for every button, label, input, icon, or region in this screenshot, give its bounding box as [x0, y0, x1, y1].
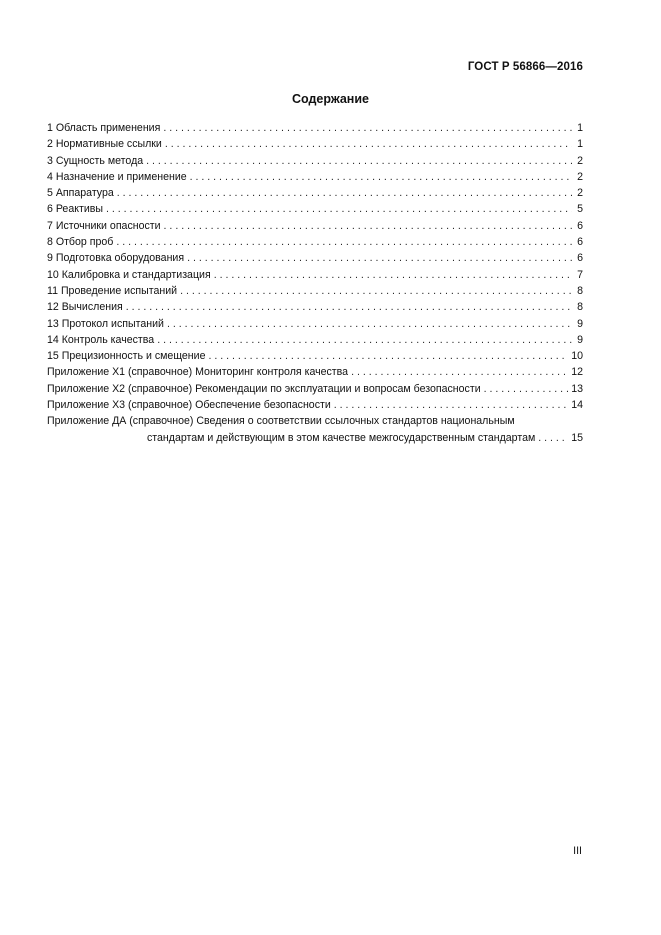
- toc-leader-dots: [208, 348, 568, 364]
- toc-entry[interactable]: [47, 169, 583, 185]
- toc-entry-page: 10: [571, 350, 583, 363]
- toc-entry-label: 7 Источники опасности: [47, 219, 161, 232]
- toc-entry-label: Приложение Х3 (справочное) Обеспечение безопасности: [47, 399, 331, 412]
- toc-entry[interactable]: [47, 364, 583, 380]
- toc-entry[interactable]: [47, 185, 583, 201]
- toc-leader-dots: [351, 364, 568, 380]
- toc-entry-page: 5: [577, 203, 583, 216]
- toc-entry[interactable]: [47, 201, 583, 217]
- toc-leader-dots: [214, 267, 572, 283]
- toc-entry[interactable]: [47, 250, 583, 266]
- toc-entry-page: 6: [577, 219, 583, 232]
- table-of-contents: [47, 120, 583, 446]
- toc-entry-label-line1: Приложение ДА (справочное) Сведения о соответствии ссылочных стандартов национальным: [47, 415, 515, 428]
- toc-leader-dots: [484, 381, 569, 397]
- toc-leader-dots: [117, 185, 572, 201]
- toc-entry-page: 12: [571, 366, 583, 379]
- toc-leader-dots: [165, 136, 572, 152]
- toc-entry-page: 6: [577, 252, 583, 265]
- toc-entry-label: 6 Реактивы: [47, 203, 103, 216]
- toc-leader-dots: [164, 218, 572, 234]
- toc-entry-label: 4 Назначение и применение: [47, 170, 187, 183]
- toc-leader-dots: [126, 299, 572, 315]
- toc-entry[interactable]: [47, 316, 583, 332]
- toc-entry-page: 2: [577, 154, 583, 167]
- toc-leader-dots: [180, 283, 572, 299]
- toc-entry-label-line2: стандартам и действующим в этом качестве межгосударственным стандартам: [147, 431, 536, 444]
- toc-entry[interactable]: [47, 234, 583, 250]
- toc-entry-page: 1: [577, 138, 583, 151]
- toc-entry-label: Приложение Х2 (справочное) Рекомендации по эксплуатации и вопросам безопасности: [47, 382, 481, 395]
- page-number: III: [573, 845, 582, 857]
- toc-entry-page: 14: [571, 399, 583, 412]
- toc-entry-page: 8: [577, 284, 583, 297]
- standard-code: ГОСТ Р 56866—2016: [467, 61, 583, 73]
- toc-entry[interactable]: [47, 283, 583, 299]
- toc-entry-appendix-da[interactable]: [47, 413, 583, 446]
- toc-leader-dots: [116, 234, 572, 250]
- toc-entry-page: 2: [577, 170, 583, 183]
- toc-title: Содержание: [291, 92, 369, 106]
- toc-leader-dots: [190, 169, 572, 185]
- toc-entry-label: Приложение Х1 (справочное) Мониторинг контроля качества: [47, 366, 349, 379]
- toc-entry-page: 6: [577, 236, 583, 249]
- toc-entry[interactable]: [47, 397, 583, 413]
- toc-leader-dots: [167, 316, 572, 332]
- toc-entry-label: 12 Вычисления: [47, 301, 123, 314]
- toc-leader-dots: [334, 397, 568, 413]
- toc-entry[interactable]: [47, 136, 583, 152]
- toc-entry[interactable]: [47, 381, 583, 397]
- toc-entry[interactable]: [47, 218, 583, 234]
- toc-entry-label: 15 Прецизионность и смещение: [47, 350, 206, 363]
- toc-entry-page: 8: [577, 301, 583, 314]
- toc-entry-label: 9 Подготовка оборудования: [47, 252, 185, 265]
- toc-leader-dots: [187, 250, 572, 266]
- toc-entry-page: 9: [577, 317, 583, 330]
- toc-entry-label: 10 Калибровка и стандартизация: [47, 268, 211, 281]
- toc-entry-page: 1: [577, 122, 583, 134]
- toc-entry-label: 3 Сущность метода: [47, 154, 144, 167]
- toc-entry[interactable]: [47, 267, 583, 283]
- toc-leader-dots: [157, 332, 572, 348]
- toc-entry[interactable]: [47, 348, 583, 364]
- toc-entry-page: 9: [577, 333, 583, 346]
- toc-entry[interactable]: [47, 299, 583, 315]
- toc-leader-dots: [146, 153, 572, 169]
- toc-entry-label: 14 Контроль качества: [47, 333, 155, 346]
- toc-entry-page: 2: [577, 187, 583, 200]
- toc-entry-page: 15: [571, 431, 583, 444]
- toc-entry-label: 5 Аппаратура: [47, 187, 114, 200]
- toc-entry-label: 2 Нормативные ссылки: [47, 138, 162, 151]
- toc-entry-label: 11 Проведение испытаний: [47, 284, 178, 297]
- toc-leader-dots: [106, 201, 572, 217]
- toc-entry-page: 7: [577, 268, 583, 281]
- toc-entry[interactable]: [47, 153, 583, 169]
- toc-entry[interactable]: [47, 332, 583, 348]
- toc-leader-dots: [538, 430, 568, 446]
- toc-leader-dots: [163, 120, 572, 136]
- toc-entry-label: 13 Протокол испытаний: [47, 317, 164, 330]
- toc-entry-label: 8 Отбор проб: [47, 236, 114, 249]
- toc-entry-page: 13: [571, 382, 583, 395]
- toc-entry-label: 1 Область применения: [47, 122, 161, 134]
- toc-entry[interactable]: [47, 120, 583, 136]
